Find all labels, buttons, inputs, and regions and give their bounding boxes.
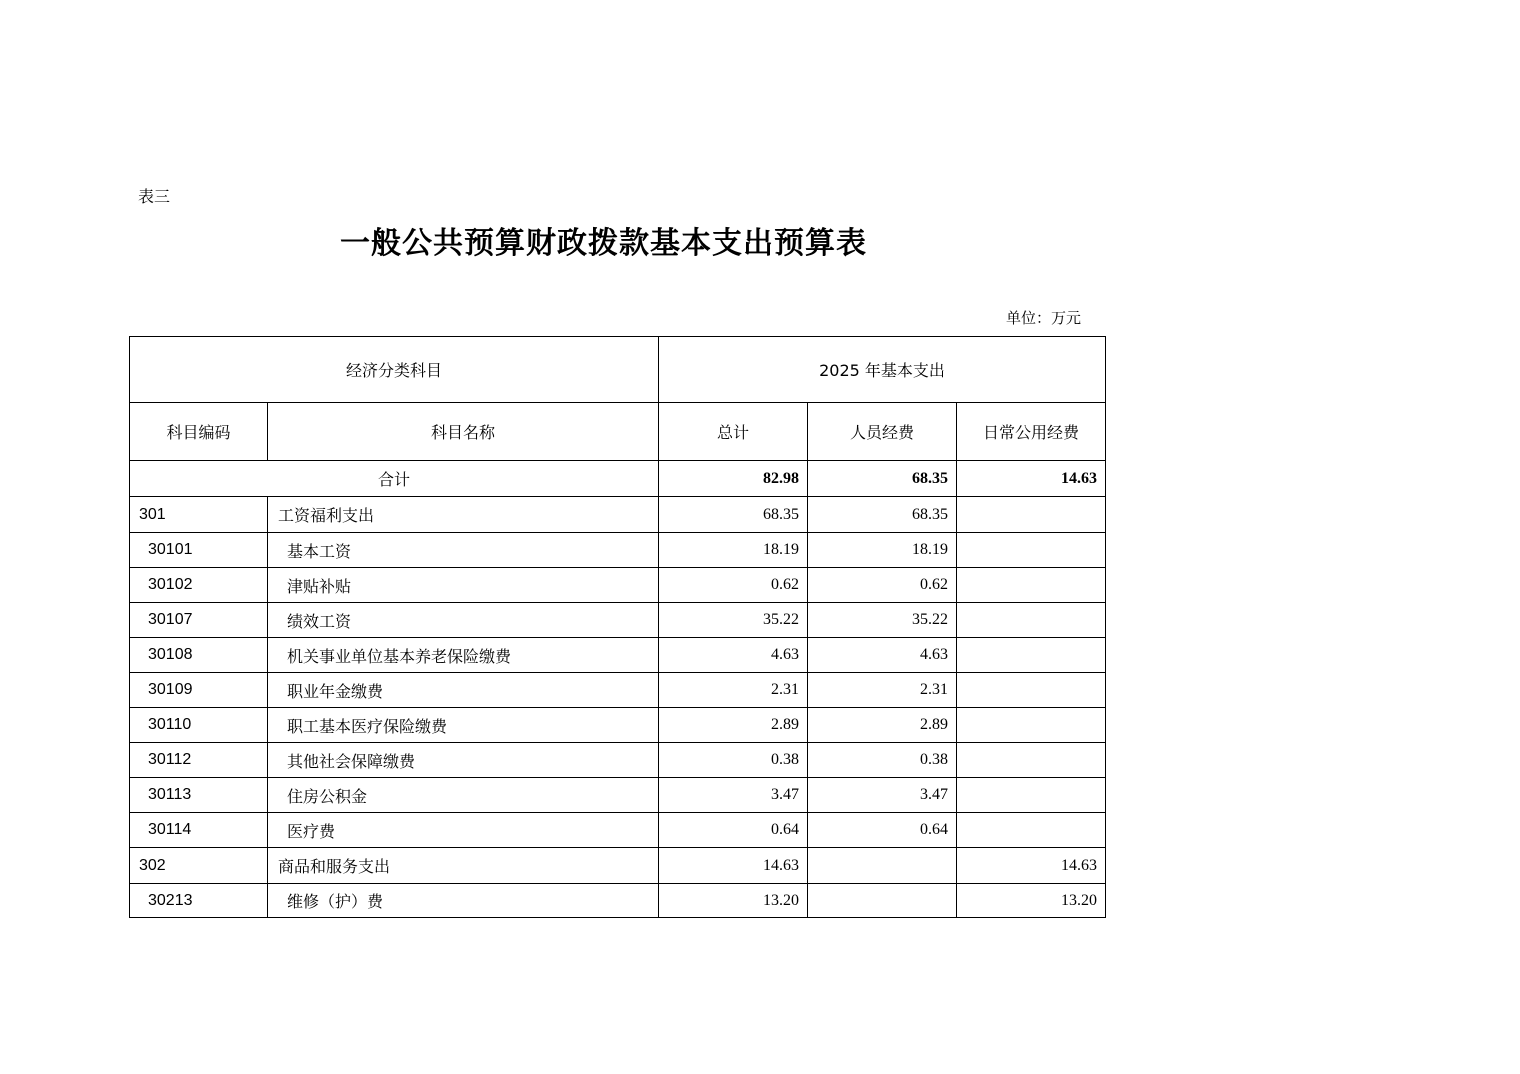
table-row <box>130 708 1106 743</box>
row-total: 68.35 <box>659 497 808 533</box>
total-row <box>130 461 1106 497</box>
row-public <box>957 603 1106 638</box>
row-public <box>957 568 1106 603</box>
row-public: 14.63 <box>957 848 1106 884</box>
row-name: 商品和服务支出 <box>268 848 659 884</box>
table-row <box>130 673 1106 708</box>
row-public <box>957 743 1106 778</box>
row-public <box>957 497 1106 533</box>
row-code: 30110 <box>130 708 268 743</box>
header-group-row <box>130 337 1106 403</box>
row-total: 0.38 <box>659 743 808 778</box>
row-name: 住房公积金 <box>268 778 659 813</box>
row-public <box>957 708 1106 743</box>
row-total: 2.89 <box>659 708 808 743</box>
row-code: 30101 <box>130 533 268 568</box>
table-row <box>130 778 1106 813</box>
header-total: 总计 <box>659 403 808 461</box>
row-total: 4.63 <box>659 638 808 673</box>
row-personnel: 2.89 <box>808 708 957 743</box>
table-row <box>130 638 1106 673</box>
row-total: 35.22 <box>659 603 808 638</box>
row-total: 18.19 <box>659 533 808 568</box>
table-label: 表三 <box>138 187 171 206</box>
row-personnel: 68.35 <box>808 497 957 533</box>
row-code: 30114 <box>130 813 268 848</box>
row-name: 基本工资 <box>268 533 659 568</box>
row-personnel: 0.38 <box>808 743 957 778</box>
row-public <box>957 778 1106 813</box>
header-name: 科目名称 <box>268 403 659 461</box>
table-row <box>130 568 1106 603</box>
row-personnel: 3.47 <box>808 778 957 813</box>
row-name: 职工基本医疗保险缴费 <box>268 708 659 743</box>
header-public: 日常公用经费 <box>957 403 1106 461</box>
row-name: 职业年金缴费 <box>268 673 659 708</box>
total-personnel: 68.35 <box>808 461 957 497</box>
row-total: 2.31 <box>659 673 808 708</box>
header-column-row <box>130 403 1106 461</box>
row-personnel: 35.22 <box>808 603 957 638</box>
row-code: 301 <box>130 497 268 533</box>
row-personnel: 0.62 <box>808 568 957 603</box>
header-basic-expense-2025: 2025 年基本支出 <box>659 337 1106 403</box>
row-code: 30107 <box>130 603 268 638</box>
budget-table <box>129 336 1106 918</box>
row-personnel: 18.19 <box>808 533 957 568</box>
row-public <box>957 638 1106 673</box>
row-code: 30108 <box>130 638 268 673</box>
table-row <box>130 743 1106 778</box>
row-total: 0.62 <box>659 568 808 603</box>
table-row <box>130 603 1106 638</box>
row-public: 13.20 <box>957 884 1106 918</box>
row-code: 30109 <box>130 673 268 708</box>
row-code: 30102 <box>130 568 268 603</box>
row-personnel: 0.64 <box>808 813 957 848</box>
table-row <box>130 497 1106 533</box>
row-total: 13.20 <box>659 884 808 918</box>
table-row <box>130 813 1106 848</box>
row-name: 机关事业单位基本养老保险缴费 <box>268 638 659 673</box>
row-public <box>957 813 1106 848</box>
page-title: 一般公共预算财政拨款基本支出预算表 <box>340 226 867 261</box>
total-label: 合计 <box>130 461 659 497</box>
total-total: 82.98 <box>659 461 808 497</box>
row-total: 3.47 <box>659 778 808 813</box>
row-name: 医疗费 <box>268 813 659 848</box>
header-economic-class: 经济分类科目 <box>130 337 659 403</box>
row-name: 维修（护）费 <box>268 884 659 918</box>
row-personnel: 4.63 <box>808 638 957 673</box>
row-public <box>957 673 1106 708</box>
header-code: 科目编码 <box>130 403 268 461</box>
row-personnel <box>808 848 957 884</box>
row-code: 30112 <box>130 743 268 778</box>
total-public: 14.63 <box>957 461 1106 497</box>
row-total: 14.63 <box>659 848 808 884</box>
row-code: 302 <box>130 848 268 884</box>
unit-label: 单位：万元 <box>1006 309 1082 327</box>
row-total: 0.64 <box>659 813 808 848</box>
row-personnel: 2.31 <box>808 673 957 708</box>
row-public <box>957 533 1106 568</box>
row-name: 绩效工资 <box>268 603 659 638</box>
table-row <box>130 884 1106 918</box>
header-personnel: 人员经费 <box>808 403 957 461</box>
row-name: 其他社会保障缴费 <box>268 743 659 778</box>
table-row <box>130 533 1106 568</box>
table-body <box>130 497 1106 918</box>
row-name: 工资福利支出 <box>268 497 659 533</box>
table-row <box>130 848 1106 884</box>
row-name: 津贴补贴 <box>268 568 659 603</box>
row-code: 30113 <box>130 778 268 813</box>
row-code: 30213 <box>130 884 268 918</box>
row-personnel <box>808 884 957 918</box>
